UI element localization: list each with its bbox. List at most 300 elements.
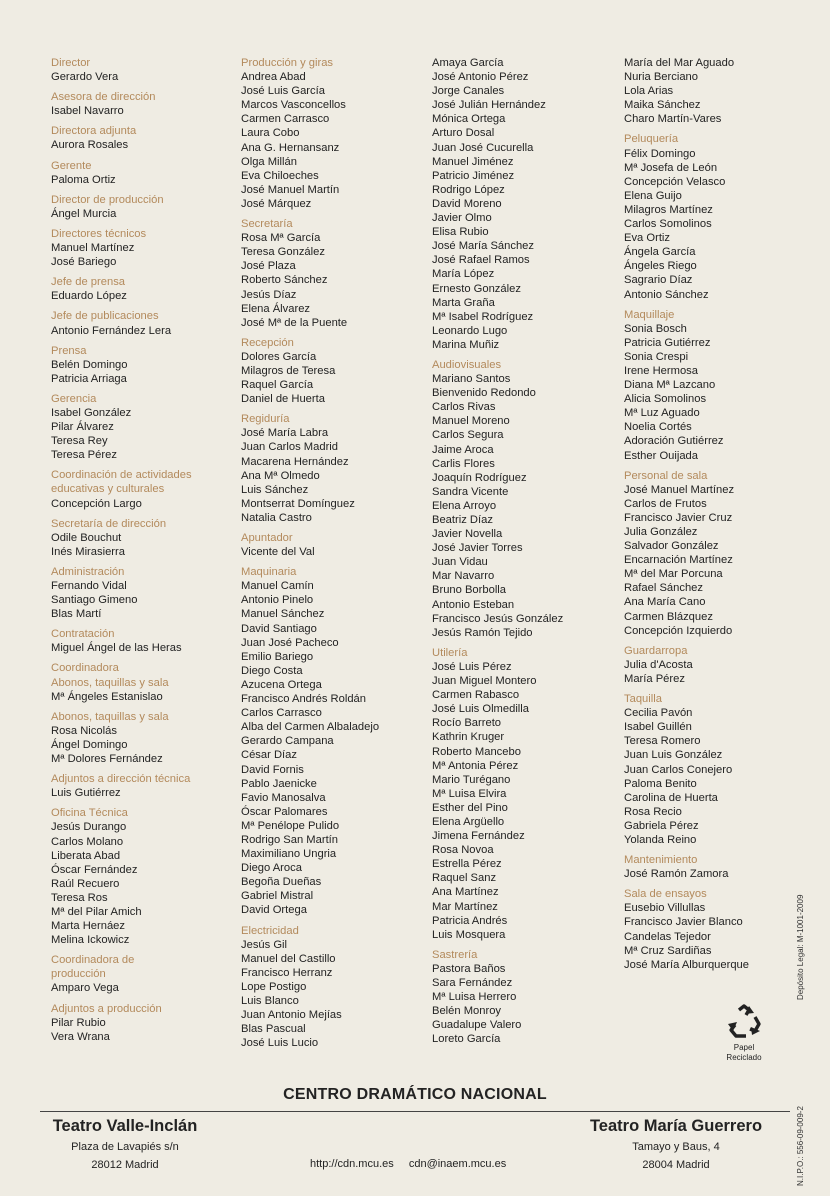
section-title: Director: [51, 57, 91, 69]
staff-section: [624, 692, 749, 847]
staff-column-3: [432, 56, 563, 1052]
staff-name: Pastora Baños: [432, 962, 506, 975]
staff-name: José María Alburquerque: [624, 958, 750, 971]
staff-section: [51, 275, 192, 303]
theatre-address: Plaza de Lavapiés s/n: [71, 1141, 179, 1153]
staff-section: [432, 646, 563, 942]
staff-name: Mª Dolores Fernández: [51, 753, 163, 766]
section-title: Coordinación de actividades educativas y culturales: [51, 469, 192, 496]
staff-name: Ángel Murcia: [51, 207, 117, 220]
staff-name: Juan Carlos Conejero: [624, 763, 733, 776]
staff-name: Jorge Canales: [432, 85, 505, 98]
staff-name: Óscar Palomares: [241, 805, 328, 818]
staff-name: Luis Gutiérrez: [51, 787, 121, 800]
staff-name: Isabel González: [51, 406, 132, 419]
staff-name: Mª Ángeles Estanislao: [51, 690, 163, 703]
section-title: Audiovisuales: [432, 358, 502, 371]
email-link[interactable]: cdn@inaem.mcu.es: [408, 1158, 507, 1170]
staff-name: Elena Arroyo: [432, 499, 497, 512]
staff-name: Vera Wrana: [51, 1030, 110, 1043]
staff-name: Fernando Vidal: [51, 580, 127, 592]
section-title: Electricidad: [241, 924, 299, 937]
staff-name: José Manuel Martín: [241, 183, 340, 196]
staff-name: Raúl Recuero: [51, 877, 120, 890]
staff-name: Liberata Abad: [51, 849, 121, 862]
staff-name: Maximiliano Ungria: [241, 848, 337, 861]
staff-name: Carmen Blázquez: [624, 610, 713, 623]
staff-name: Rosa Mª García: [241, 232, 321, 245]
staff-name: Manuel Martínez: [51, 242, 135, 255]
staff-name: Teresa Ros: [51, 891, 108, 904]
staff-name: Andrea Abad: [241, 71, 306, 84]
section-title: Prensa: [51, 344, 87, 357]
staff-name: Maika Sánchez: [624, 99, 701, 112]
staff-name: Rodrigo López: [432, 183, 505, 196]
staff-name: José Javier Torres: [432, 542, 523, 555]
theatre-valle-inclan: [44, 1117, 206, 1174]
staff-name: Antonio Esteban: [432, 598, 515, 611]
staff-name: Milagros Martínez: [624, 203, 713, 216]
staff-name: César Díaz: [241, 749, 297, 762]
staff-name: Ana Mª Olmedo: [241, 469, 320, 482]
staff-section: [51, 710, 192, 766]
staff-name: José Manuel Martínez: [624, 483, 735, 496]
staff-name: Bruno Borbolla: [432, 584, 507, 597]
staff-section: [624, 56, 749, 126]
theatre-maria-guerrero: [578, 1117, 774, 1174]
staff-name: Julia d'Acosta: [624, 658, 693, 671]
staff-name: José Ramón Zamora: [624, 868, 729, 881]
staff-name: Gerardo Campana: [241, 735, 334, 748]
staff-name: Vicente del Val: [241, 546, 315, 559]
staff-name: José María Labra: [241, 427, 329, 440]
staff-name: María del Mar Aguado: [624, 57, 735, 69]
staff-name: Jesús Gil: [241, 938, 288, 951]
theatre-name: Teatro María Guerrero: [589, 1117, 763, 1135]
section-title: Sala de ensayos: [624, 888, 707, 901]
staff-name: Mª Cruz Sardiñas: [624, 944, 712, 957]
staff-name: Raquel Sanz: [432, 872, 497, 885]
section-title: Producción y giras: [241, 57, 334, 69]
staff-name: Carlos Segura: [432, 429, 504, 442]
staff-section: [241, 924, 379, 1051]
staff-name: Sonia Bosch: [624, 322, 687, 335]
staff-section: [624, 308, 749, 463]
staff-section: [51, 392, 192, 462]
staff-name: Mª del Mar Porcuna: [624, 568, 723, 581]
staff-name: Teresa Pérez: [51, 449, 117, 462]
staff-name: José Plaza: [241, 260, 296, 273]
staff-name: Gerardo Vera: [51, 71, 119, 84]
staff-name: Pilar Rubio: [51, 1016, 106, 1029]
staff-name: Paloma Ortiz: [51, 173, 116, 186]
section-title: Maquillaje: [624, 308, 675, 321]
staff-section: [51, 565, 192, 621]
staff-name: Miguel Ángel de las Heras: [51, 642, 182, 655]
staff-name: Yolanda Reino: [624, 833, 697, 846]
section-title: Contratación: [51, 628, 115, 641]
section-title: Gerencia: [51, 392, 97, 405]
section-title: Peluquería: [624, 133, 679, 146]
staff-name: Carolina de Huerta: [624, 791, 718, 804]
staff-section: [51, 772, 192, 800]
section-title: Utilería: [432, 646, 468, 659]
staff-name: Sagrario Díaz: [624, 274, 693, 287]
staff-name: Mª Penélope Pulido: [241, 819, 340, 832]
staff-name: Luis Blanco: [241, 995, 299, 1007]
section-title: Adjuntos a producción: [51, 1002, 162, 1015]
staff-section: [51, 193, 192, 221]
staff-name: Ernesto González: [432, 282, 521, 295]
staff-name: Rosa Novoa: [432, 844, 494, 857]
staff-name: Ángel Domingo: [51, 738, 128, 751]
staff-section: [51, 517, 192, 559]
staff-name: Gabriela Pérez: [624, 819, 699, 832]
staff-name: Odile Bouchut: [51, 531, 122, 544]
staff-name: Amparo Vega: [51, 982, 119, 995]
staff-name: David Fornis: [241, 763, 304, 776]
staff-name: Concepción Largo: [51, 497, 142, 510]
staff-section: [241, 531, 379, 559]
staff-name: Marta Graña: [432, 296, 495, 309]
staff-section: [432, 358, 563, 640]
staff-section: [51, 953, 192, 995]
staff-name: Juan Vidau: [432, 556, 488, 569]
staff-section: [51, 661, 192, 703]
staff-name: Paloma Benito: [624, 777, 697, 790]
staff-name: Francisco Javier Cruz: [624, 511, 733, 524]
staff-name: Esther del Pino: [432, 801, 508, 814]
staff-name: Guadalupe Valero: [432, 1019, 522, 1032]
staff-name: Bienvenido Redondo: [432, 387, 536, 400]
staff-name: Diego Aroca: [241, 862, 302, 875]
staff-name: Alba del Carmen Albaladejo: [241, 721, 380, 734]
staff-name: Juan Carlos Madrid: [241, 441, 339, 454]
recycled-paper-mark: [718, 1004, 770, 1063]
staff-name: Francisco Andrés Roldán: [241, 693, 366, 706]
staff-name: Natalia Castro: [241, 511, 312, 524]
staff-name: Mar Martínez: [432, 900, 498, 913]
staff-name: Carlos de Frutos: [624, 497, 707, 510]
staff-section: [624, 853, 749, 881]
staff-name: Francisco Jesús González: [432, 612, 564, 625]
staff-name: Concepción Velasco: [624, 175, 726, 188]
staff-name: María López: [432, 268, 495, 281]
staff-name: Juan José Cucurella: [432, 141, 534, 154]
theatre-name: Teatro Valle-Inclán: [52, 1117, 198, 1135]
staff-name: Rosa Nicolás: [51, 724, 117, 737]
recycled-label: Papel Reciclado: [726, 1043, 762, 1062]
section-title: Gerente: [51, 159, 92, 172]
staff-name: Marcos Vasconcellos: [241, 99, 346, 112]
staff-name: Mª Josefa de León: [624, 161, 718, 174]
section-title: Oficina Técnica: [51, 807, 128, 820]
staff-name: Carmen Rabasco: [432, 689, 520, 702]
staff-section: [241, 56, 379, 211]
staff-name: Daniel de Huerta: [241, 393, 325, 406]
staff-name: Elena Guijo: [624, 189, 682, 202]
section-title: Jefe de prensa: [51, 276, 126, 289]
staff-section: [241, 217, 379, 330]
staff-name: Eduardo López: [51, 290, 127, 303]
staff-section: [624, 132, 749, 301]
staff-name: Belén Domingo: [51, 358, 128, 371]
staff-name: Irene Hermosa: [624, 364, 698, 377]
staff-name: Antonio Fernández Lera: [51, 324, 172, 337]
staff-name: José Bariego: [51, 256, 117, 269]
section-title: Coordinadora Abonos, taquillas y sala: [51, 662, 169, 689]
staff-name: José Márquez: [241, 197, 312, 210]
staff-name: Manuel Sánchez: [241, 608, 325, 621]
staff-name: Rosa Recio: [624, 805, 682, 818]
staff-name: Loreto García: [432, 1033, 501, 1046]
staff-name: Carmen Carrasco: [241, 113, 330, 126]
section-title: Director de producción: [51, 193, 164, 206]
staff-name: José Luis Lucio: [241, 1037, 319, 1050]
section-title: Directores técnicos: [51, 227, 147, 240]
staff-column-2: [241, 56, 379, 1056]
staff-name: Montserrat Domínguez: [241, 497, 355, 510]
staff-name: Santiago Gimeno: [51, 594, 138, 607]
staff-section: [624, 644, 749, 686]
staff-name: Javier Novella: [432, 528, 503, 541]
staff-name: Diego Costa: [241, 664, 303, 677]
staff-name: Manuel Moreno: [432, 415, 510, 428]
staff-name: Manuel Jiménez: [432, 155, 514, 168]
staff-section: [51, 159, 192, 187]
section-title: Secretaría de dirección: [51, 517, 167, 530]
staff-name: Begoña Dueñas: [241, 876, 322, 889]
staff-name: Sandra Vicente: [432, 485, 509, 498]
staff-section: [432, 56, 563, 352]
staff-name: Jesús Ramón Tejido: [432, 626, 533, 639]
staff-name: David Moreno: [432, 197, 502, 210]
staff-name: Óscar Fernández: [51, 863, 138, 876]
section-title: Taquilla: [624, 693, 662, 706]
staff-section: [51, 806, 192, 947]
staff-name: José Julián Hernández: [432, 99, 546, 112]
staff-name: Julia González: [624, 526, 698, 538]
staff-name: Elena Álvarez: [241, 302, 311, 315]
staff-name: Sara Fernández: [432, 977, 513, 989]
staff-name: Candelas Tejedor: [624, 930, 711, 943]
deposito-legal: Depósito Legal: M-1001-2009: [796, 894, 805, 1000]
staff-name: Melina Ickowicz: [51, 934, 130, 947]
nipo-code: N.I.P.O.: 556-09-009-2: [796, 1106, 805, 1186]
staff-name: Lope Postigo: [241, 980, 307, 993]
section-title: Personal de sala: [624, 469, 708, 482]
staff-name: David Santiago: [241, 622, 317, 635]
staff-name: Belén Monroy: [432, 1005, 502, 1018]
institution-title: CENTRO DRAMÁTICO NACIONAL: [283, 1086, 547, 1103]
staff-name: Salvador González: [624, 540, 719, 553]
theatre-address: Tamayo y Baus, 4: [632, 1141, 720, 1153]
staff-section: [51, 90, 192, 118]
staff-name: Teresa González: [241, 246, 325, 259]
staff-name: Ana María Cano: [624, 596, 706, 609]
staff-name: Ana G. Hernansanz: [241, 141, 340, 154]
staff-name: Eva Ortiz: [624, 232, 671, 245]
staff-name: Laura Cobo: [241, 127, 300, 140]
staff-name: Nuria Berciano: [624, 71, 698, 84]
staff-name: Favio Manosalva: [241, 791, 326, 804]
staff-name: Pilar Álvarez: [51, 421, 114, 434]
staff-name: Encarnación Martínez: [624, 554, 733, 567]
staff-name: Diana Mª Lazcano: [624, 379, 716, 392]
staff-name: José Mª de la Puente: [241, 316, 348, 329]
staff-name: José María Sánchez: [432, 240, 534, 253]
staff-name: Francisco Javier Blanco: [624, 916, 743, 929]
staff-section: [51, 309, 192, 337]
staff-section: [624, 469, 749, 638]
staff-name: Dolores García: [241, 350, 317, 363]
staff-name: Patricia Gutiérrez: [624, 336, 711, 349]
staff-name: Carlos Rivas: [432, 401, 496, 414]
staff-name: Patricia Arriaga: [51, 372, 127, 385]
staff-name: José Antonio Pérez: [432, 71, 529, 84]
staff-name: Ana Martínez: [432, 886, 499, 899]
staff-name: Macarena Hernández: [241, 455, 349, 468]
staff-name: Ángeles Riego: [624, 260, 697, 273]
staff-section: [51, 627, 192, 655]
staff-name: Jimena Fernández: [432, 830, 525, 843]
staff-name: Mª Isabel Rodríguez: [432, 310, 534, 323]
staff-name: Azucena Ortega: [241, 678, 322, 691]
staff-name: Rodrigo San Martín: [241, 833, 339, 846]
staff-name: Luis Mosquera: [432, 928, 506, 941]
section-title: Mantenimiento: [624, 854, 698, 867]
staff-name: Roberto Mancebo: [432, 745, 521, 758]
staff-section: [241, 412, 379, 525]
staff-name: Estrella Pérez: [432, 858, 502, 871]
staff-name: Lola Arias: [624, 85, 674, 98]
section-title: Recepción: [241, 336, 294, 349]
staff-name: Carlos Molano: [51, 835, 124, 848]
staff-section: [51, 227, 192, 269]
section-title: Sastrería: [432, 948, 478, 961]
staff-name: Carlos Somolinos: [624, 218, 712, 231]
section-title: Maquinaria: [241, 566, 297, 579]
staff-name: Leonardo Lugo: [432, 324, 508, 337]
staff-name: Alicia Somolinos: [624, 393, 707, 406]
staff-name: Adoración Gutiérrez: [624, 435, 724, 448]
staff-name: Juan Miguel Montero: [432, 675, 537, 688]
staff-name: Mª Luisa Elvira: [432, 787, 507, 800]
staff-name: Marina Muñiz: [432, 338, 500, 351]
staff-column-4: [624, 56, 749, 978]
staff-name: Roberto Sánchez: [241, 274, 328, 287]
staff-name: Kathrin Kruger: [432, 731, 505, 744]
staff-name: Mónica Ortega: [432, 113, 506, 126]
staff-name: Mario Turégano: [432, 773, 511, 786]
staff-name: José Luis Olmedilla: [432, 703, 530, 716]
staff-name: Juan Antonio Mejías: [241, 1009, 342, 1022]
staff-name: Rafael Sánchez: [624, 582, 703, 595]
staff-name: Arturo Dosal: [432, 127, 495, 140]
staff-name: Teresa Romero: [624, 735, 701, 748]
staff-name: Rocío Barreto: [432, 717, 502, 730]
staff-section: [51, 1002, 192, 1044]
section-title: Abonos, taquillas y sala: [51, 710, 169, 723]
staff-name: Mar Navarro: [432, 570, 495, 583]
staff-name: Charo Martín-Vares: [624, 113, 722, 126]
staff-name: Carlos Carrasco: [241, 707, 322, 720]
staff-section: [241, 336, 379, 406]
staff-section: [624, 887, 749, 972]
staff-name: Jesús Díaz: [241, 288, 297, 301]
staff-name: Isabel Navarro: [51, 105, 124, 118]
section-title: Coordinadora de producción: [51, 954, 135, 981]
section-title: Adjuntos a dirección técnica: [51, 773, 191, 786]
staff-name: Olga Millán: [241, 155, 297, 168]
section-title: Secretaría: [241, 218, 293, 231]
staff-name: Elisa Rubio: [432, 226, 489, 239]
staff-name: Amaya García: [432, 57, 504, 69]
staff-name: Sonia Crespi: [624, 350, 689, 363]
staff-name: Manuel Camín: [241, 580, 314, 593]
staff-name: Mª Luisa Herrero: [432, 991, 517, 1004]
staff-section: [241, 565, 379, 917]
staff-section: [51, 124, 192, 152]
staff-name: Mariano Santos: [432, 373, 511, 386]
staff-name: Jesús Durango: [51, 821, 127, 834]
staff-name: Cecilia Pavón: [624, 707, 693, 720]
theatre-city: 28004 Madrid: [642, 1159, 710, 1171]
staff-name: Milagros de Teresa: [241, 364, 336, 377]
section-title: Apuntador: [241, 532, 293, 544]
staff-section: [51, 56, 192, 84]
staff-name: Joaquín Rodríguez: [432, 471, 527, 484]
staff-name: Esther Ouijada: [624, 449, 699, 462]
staff-name: Antonio Pinelo: [241, 594, 314, 607]
staff-name: Félix Domingo: [624, 147, 696, 160]
staff-name: Mª Luz Aguado: [624, 407, 700, 420]
staff-name: Francisco Herranz: [241, 966, 333, 979]
staff-name: Beatriz Díaz: [432, 514, 493, 526]
staff-name: Teresa Rey: [51, 435, 108, 448]
staff-name: Gabriel Mistral: [241, 890, 314, 903]
staff-name: Mª del Pilar Amich: [51, 905, 142, 918]
staff-name: Blas Martí: [51, 608, 102, 621]
staff-name: Carlis Flores: [432, 457, 495, 470]
staff-name: Noelia Cortés: [624, 421, 692, 434]
staff-name: María Pérez: [624, 672, 685, 685]
staff-name: Marta Hernáez: [51, 920, 125, 933]
staff-name: José Luis Pérez: [432, 660, 512, 673]
staff-name: Raquel García: [241, 379, 314, 392]
staff-name: Isabel Guillén: [624, 721, 692, 734]
recycle-icon: [724, 1004, 764, 1040]
staff-name: Eusebio Villullas: [624, 902, 706, 915]
footer-links: [310, 1158, 518, 1170]
website-link[interactable]: http://cdn.mcu.es: [310, 1158, 394, 1170]
staff-column-1: [51, 56, 192, 1050]
staff-name: Manuel del Castillo: [241, 952, 336, 965]
staff-name: Patricia Andrés: [432, 914, 508, 927]
staff-name: Luis Sánchez: [241, 483, 309, 496]
footer-divider: [40, 1111, 790, 1112]
staff-name: Juan José Pacheco: [241, 636, 339, 649]
staff-name: Pablo Jaenicke: [241, 777, 317, 790]
staff-name: José Luis García: [241, 85, 325, 98]
section-title: Asesora de dirección: [51, 91, 156, 104]
staff-name: Eva Chiloeches: [241, 169, 319, 182]
staff-name: Antonio Sánchez: [624, 288, 709, 301]
staff-name: Juan Luis González: [624, 749, 723, 762]
theatre-city: 28012 Madrid: [91, 1159, 159, 1171]
staff-name: Javier Olmo: [432, 212, 492, 225]
staff-name: Patricio Jiménez: [432, 169, 515, 182]
